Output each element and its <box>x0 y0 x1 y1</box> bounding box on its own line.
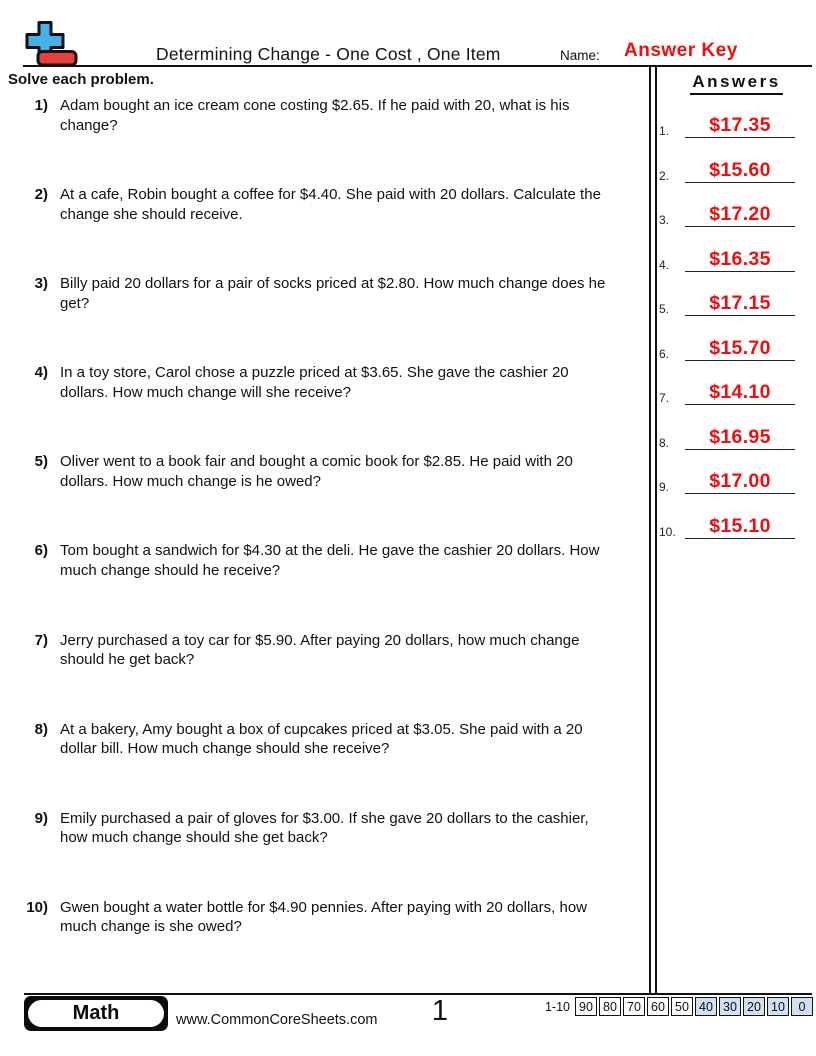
answer-blank <box>685 159 795 183</box>
answer-number: 4. <box>659 257 670 272</box>
answer-item <box>657 494 816 539</box>
answer-blank <box>685 248 795 272</box>
score-cell: 10 <box>767 997 789 1016</box>
problem-item <box>20 185 612 274</box>
answer-number: 6. <box>659 346 670 361</box>
problem-text: Gwen bought a water bottle for $4.90 pennies. After paying with 20 dollars, how much change is she owed? <box>60 898 587 936</box>
answer-item <box>657 361 816 406</box>
problem-item <box>20 452 612 541</box>
problem-text: Jerry purchased a toy car for $5.90. After paying 20 dollars, how much change should he get back? <box>60 631 580 669</box>
problems-list <box>20 96 612 987</box>
problem-item <box>20 96 612 185</box>
problem-number: 7) <box>34 631 48 649</box>
problem-text: At a cafe, Robin bought a coffee for $4.40. She paid with 20 dollars. Calculate the change she should receive. <box>60 186 601 223</box>
problem-text: Tom bought a sandwich for $4.30 at the deli. He gave the cashier 20 dollars. How much change should he receive? <box>60 542 600 579</box>
answer-blank <box>685 292 795 316</box>
answer-number: 10. <box>659 524 676 539</box>
answer-number: 7. <box>659 391 670 405</box>
answer-item <box>657 183 816 228</box>
answer-value: $17.35 <box>709 114 771 136</box>
problem-item <box>20 631 612 720</box>
plus-minus-icon <box>24 19 80 69</box>
header-divider <box>23 65 812 67</box>
problem-number: 6) <box>34 542 48 560</box>
website-url: www.CommonCoreSheets.com <box>176 1012 378 1028</box>
answer-key-text: Answer Key <box>624 40 738 61</box>
answer-value: $17.20 <box>709 203 771 225</box>
score-cell: 70 <box>623 997 645 1016</box>
answer-number: 3. <box>659 213 670 227</box>
problem-number: 8) <box>34 720 48 738</box>
answer-blank <box>685 114 795 138</box>
answer-number: 8. <box>659 435 670 450</box>
name-label: Name: <box>560 48 600 63</box>
score-cell: 80 <box>599 997 621 1016</box>
answer-item <box>657 316 816 361</box>
column-divider <box>649 67 657 993</box>
answer-blank <box>685 426 795 450</box>
footer-divider <box>24 993 812 995</box>
page-title: Determining Change - One Cost , One Item <box>156 44 501 64</box>
plus-minus-logo-icon <box>24 19 80 69</box>
answer-value: $14.10 <box>709 381 771 403</box>
answer-blank <box>685 381 795 405</box>
score-cell: 30 <box>719 997 741 1016</box>
answer-value: $16.35 <box>709 247 771 270</box>
answer-number: 1. <box>659 124 670 138</box>
score-cell: 20 <box>743 997 765 1016</box>
problem-number: 10) <box>26 898 48 916</box>
score-cell: 40 <box>695 997 717 1016</box>
problem-number: 1) <box>34 97 48 114</box>
answer-item <box>657 272 816 317</box>
answers-list <box>657 94 816 539</box>
answer-number: 9. <box>659 480 670 494</box>
answer-item <box>657 138 816 183</box>
problem-item <box>20 541 612 630</box>
answer-number: 2. <box>659 168 670 183</box>
score-cell: 0 <box>791 997 813 1016</box>
answer-item <box>657 405 816 450</box>
subject-badge <box>24 996 168 1031</box>
score-range-label: 1-10 <box>544 999 570 1014</box>
problem-item <box>20 809 612 898</box>
problem-number: 4) <box>34 364 48 382</box>
problem-item <box>20 898 612 987</box>
score-grid <box>575 997 813 1016</box>
answer-value: $15.70 <box>709 336 771 359</box>
score-cell: 90 <box>575 997 597 1016</box>
problem-text: Billy paid 20 dollars for a pair of socks priced at $2.80. How much change does he get? <box>60 275 606 312</box>
subject-label: Math <box>28 1000 164 1027</box>
problem-text: At a bakery, Amy bought a box of cupcakes priced at $3.05. She paid with a 20 dollar bill. How much change should she receive? <box>60 720 583 758</box>
problem-item <box>20 274 612 363</box>
page-number: 1 <box>431 995 449 1027</box>
score-strip <box>545 997 813 1016</box>
problem-number: 9) <box>34 809 48 827</box>
answer-number: 5. <box>659 302 670 316</box>
answer-blank <box>685 470 795 494</box>
answer-value: $15.10 <box>709 514 771 537</box>
instructions-text: Solve each problem. <box>8 71 154 88</box>
answers-heading: Answers <box>690 72 782 95</box>
problem-item <box>20 720 612 809</box>
score-cell: 60 <box>647 997 669 1016</box>
answer-blank <box>685 337 795 361</box>
score-cell: 50 <box>671 997 693 1016</box>
problem-number: 5) <box>34 453 48 471</box>
problem-text: Adam bought an ice cream cone costing $2.65. If he paid with 20, what is his change? <box>60 97 570 134</box>
answer-item <box>657 450 816 495</box>
answer-value: $17.15 <box>709 292 771 314</box>
answer-blank <box>685 515 795 539</box>
answer-value: $16.95 <box>709 425 771 448</box>
problem-number: 2) <box>34 186 48 204</box>
problem-item <box>20 363 612 452</box>
answer-value: $15.60 <box>709 158 771 181</box>
problem-text: In a toy store, Carol chose a puzzle priced at $3.65. She gave the cashier 20 dollars. How much change will she receive? <box>60 364 569 401</box>
problem-text: Emily purchased a pair of gloves for $3.00. If she gave 20 dollars to the cashier, how much change should she get back? <box>60 809 589 847</box>
answer-item <box>657 94 816 139</box>
answer-blank <box>685 203 795 227</box>
answer-value: $17.00 <box>709 470 771 492</box>
problem-text: Oliver went to a book fair and bought a comic book for $2.85. He paid with 20 dollars. How much change is he owed? <box>60 453 573 490</box>
problem-number: 3) <box>34 275 48 293</box>
answer-item <box>657 227 816 272</box>
